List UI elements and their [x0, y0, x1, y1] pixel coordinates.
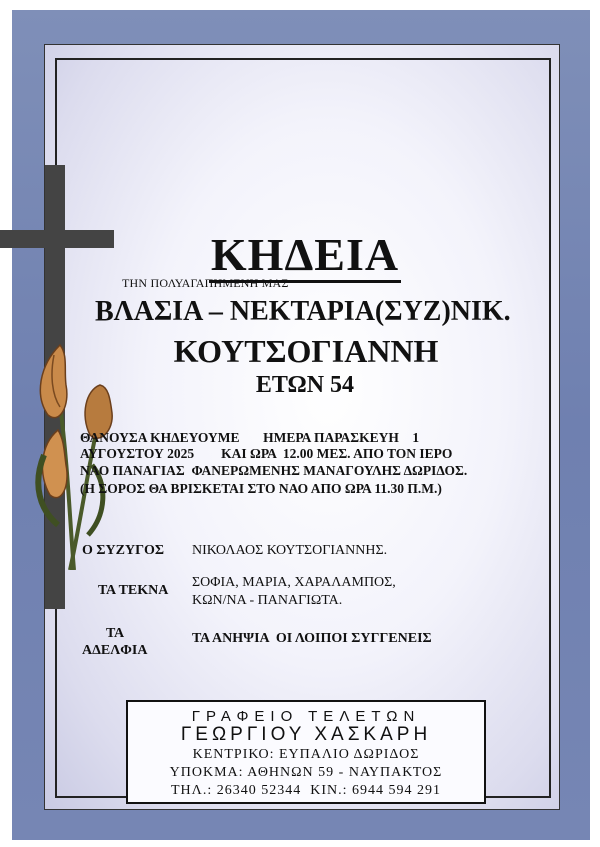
page-title — [0, 228, 600, 281]
office-branch: ΥΠΟΚΜΑ: ΑΘΗΝΩΝ 59 - ΝΑΥΠΑΚΤΟΣ — [169, 765, 443, 780]
spouse-value: ΝΙΚΟΛΑΟΣ ΚΟΥΤΣΟΓΙΑΝΝΗΣ. — [192, 543, 388, 558]
children-line-2: ΚΩΝ/ΝΑ - ΠΑΝΑΓΙΩΤΑ. — [192, 593, 343, 608]
siblings-label-2: ΑΔΕΛΦΙΑ — [82, 643, 148, 658]
ceremony-line-2: ΑΥΓΟΥΣΤΟΥ 2025 ΚΑΙ ΩΡΑ 12.00 ΜΕΣ. ΑΠΟ ΤΟΝ ΙΕΡΟ — [80, 446, 453, 461]
inner-border — [55, 58, 551, 798]
children-line-1: ΣΟΦΙΑ, ΜΑΡΙΑ, ΧΑΡΑΛΑΜΠΟΣ, — [192, 575, 396, 590]
siblings-label-1: ΤΑ — [106, 626, 125, 641]
ceremony-line-3: ΝΑΟ ΠΑΝΑΓΙΑΣ ΦΑΝΕΡΩΜΕΝΗΣ ΜΑΝΑΓΟΥΛΗΣ ΔΩΡΙΔΟΣ. — [80, 463, 468, 478]
preamble-text: ΤΗΝ ΠΟΛΥΑΓΑΠΗΜΕΝΗ ΜΑΣ — [122, 276, 289, 290]
title-text: ΚΗΔΕΙΑ — [209, 229, 401, 283]
office-address: ΚΕΝΤΡΙΚΟ: ΕΥΠΑΛΙΟ ΔΩΡΙΔΟΣ — [192, 747, 420, 762]
spouse-label: Ο ΣΥΖΥΓΟΣ — [82, 543, 165, 558]
notice-panel — [44, 44, 560, 810]
office-owner: ΓΕΩΡΓΙΟΥ ΧΑΣΚΑΡΗ — [180, 724, 432, 745]
deceased-age: ΕΤΩΝ 54 — [255, 372, 355, 398]
funeral-office-box — [126, 700, 486, 804]
children-label: ΤΑ ΤΕΚΝΑ — [98, 583, 169, 598]
deceased-surname: ΚΟΥΤΣΟΓΙΑΝΝΗ — [173, 333, 439, 369]
ceremony-line-4: (Η ΣΟΡΟΣ ΘΑ ΒΡΙΣΚΕΤΑΙ ΣΤΟ ΝΑΟ ΑΠΟ ΩΡΑ 11.30 Π.Μ.) — [80, 481, 442, 496]
office-title: ΓΡΑΦΕΙΟ ΤΕΛΕΤΩΝ — [191, 708, 421, 725]
office-phone: ΤΗΛ.: 26340 52344 ΚΙΝ.: 6944 594 291 — [171, 783, 441, 798]
deceased-first-name: ΒΛΑΣΙΑ – ΝΕΚΤΑΡΙΑ(ΣΥΖ)ΝΙΚ. — [95, 296, 511, 327]
ceremony-line-1: ΘΑΝΟΥΣΑ ΚΗΔΕΥΟΥΜΕ ΗΜΕΡΑ ΠΑΡΑΣΚΕΥΗ 1 — [80, 430, 420, 445]
siblings-value: ΤΑ ΑΝΗΨΙΑ ΟΙ ΛΟΙΠΟΙ ΣΥΓΓΕΝΕΙΣ — [192, 631, 432, 646]
